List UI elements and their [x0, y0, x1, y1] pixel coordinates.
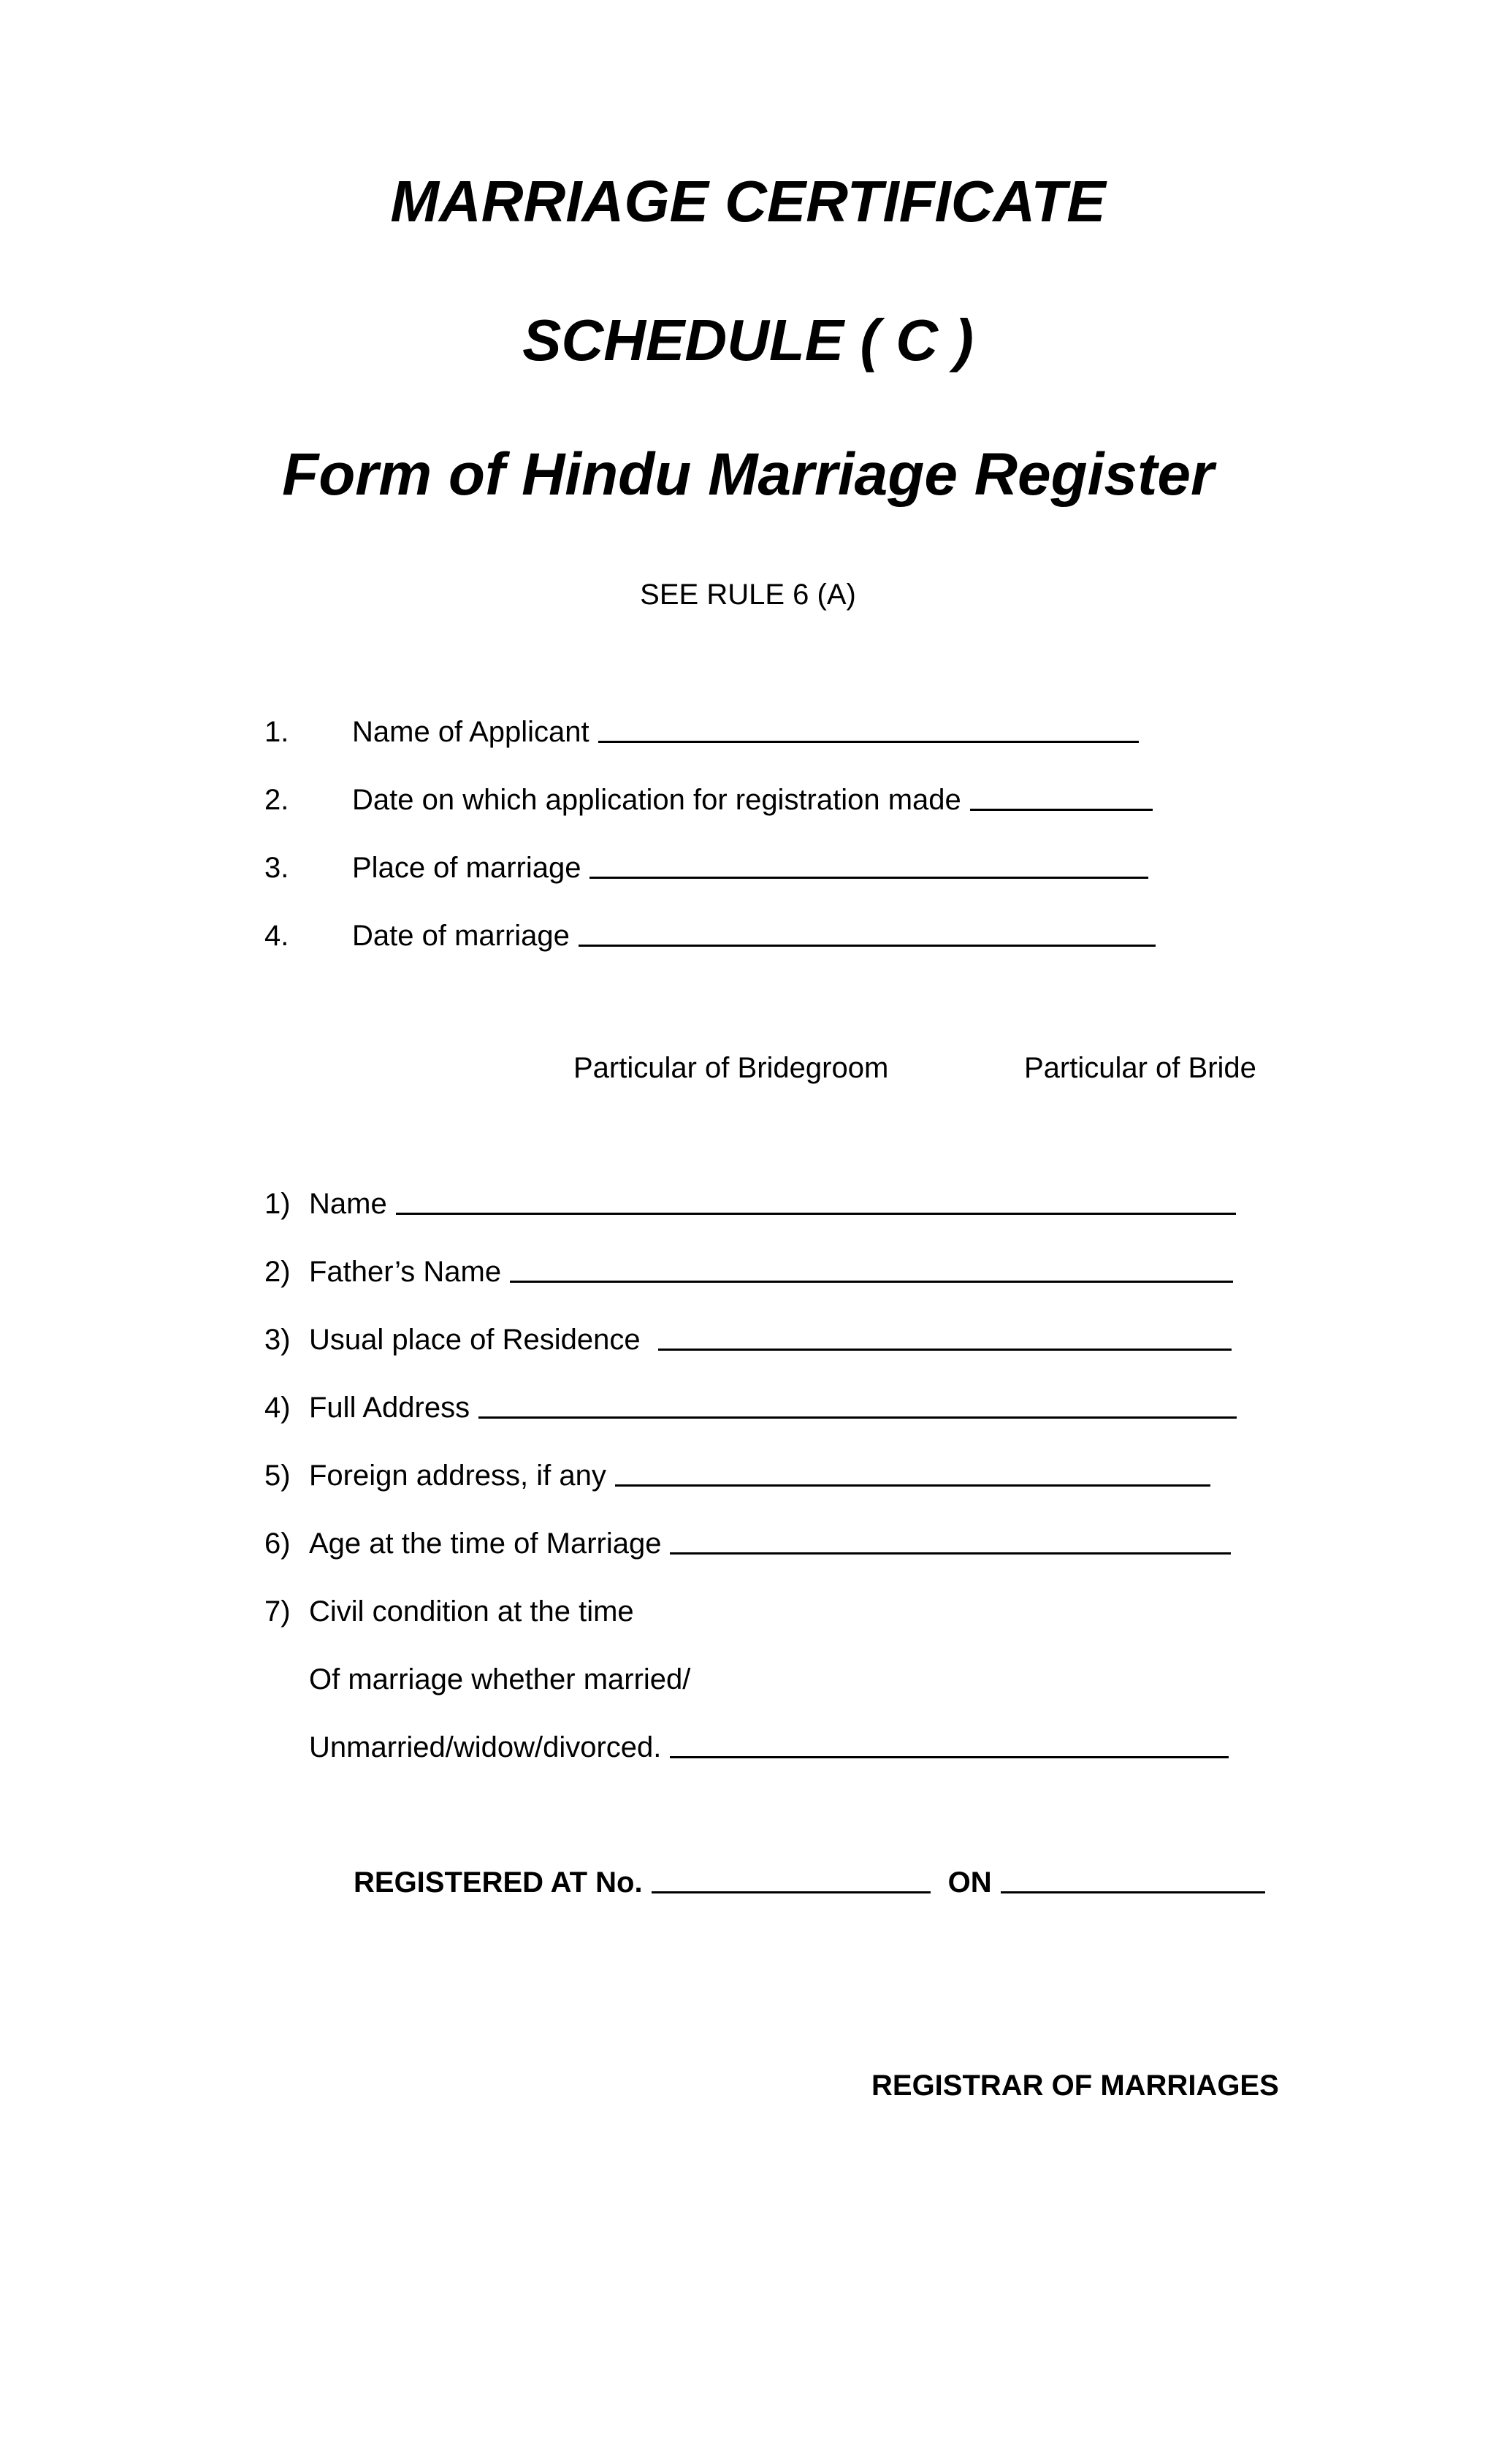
registration-line	[354, 1866, 1265, 1899]
registered-label: REGISTERED AT No.	[354, 1866, 643, 1899]
civil-condition-continued	[309, 1663, 690, 1696]
field-number: 6)	[264, 1527, 291, 1560]
blank-line[interactable]	[658, 1349, 1232, 1351]
field-label: Date of marriage	[352, 920, 570, 952]
field-applicant-name	[264, 716, 1139, 749]
field-application-date	[264, 784, 1153, 817]
blank-line[interactable]	[615, 1484, 1210, 1487]
particular-foreign-address	[264, 1460, 1210, 1492]
on-label: ON	[947, 1866, 992, 1899]
rule-reference: SEE RULE 6 (A)	[640, 579, 856, 611]
blank-line[interactable]	[478, 1416, 1237, 1419]
field-marriage-place	[264, 852, 1148, 885]
form-title: Form of Hindu Marriage Register	[282, 441, 1214, 508]
blank-line[interactable]	[396, 1213, 1236, 1215]
civil-condition-options	[309, 1731, 1229, 1764]
field-label: Date on which application for registration made	[352, 784, 961, 816]
field-label: Civil condition at the time	[309, 1595, 634, 1628]
field-number: 4.	[264, 920, 289, 952]
registrar-signature-label: REGISTRAR OF MARRIAGES	[871, 2070, 1279, 2102]
field-label: Usual place of Residence	[309, 1324, 641, 1356]
particular-age	[264, 1527, 1231, 1560]
blank-line[interactable]	[579, 945, 1156, 947]
particular-full-address	[264, 1392, 1237, 1424]
field-number: 2.	[264, 784, 289, 816]
bride-heading: Particular of Bride	[1024, 1052, 1256, 1084]
field-number: 2)	[264, 1256, 291, 1288]
field-number: 7)	[264, 1595, 291, 1628]
particular-civil-condition	[264, 1595, 634, 1628]
field-label: Place of marriage	[352, 852, 581, 884]
particular-name	[264, 1188, 1236, 1221]
blank-line[interactable]	[670, 1756, 1229, 1758]
schedule-title: SCHEDULE ( C )	[522, 308, 974, 373]
blank-line[interactable]	[598, 741, 1139, 743]
certificate-title: MARRIAGE CERTIFICATE	[390, 169, 1106, 234]
blank-line[interactable]	[589, 877, 1148, 879]
field-label: Full Address	[309, 1392, 470, 1424]
registration-date-blank[interactable]	[1001, 1891, 1265, 1893]
particular-father-name	[264, 1256, 1233, 1289]
field-label: Foreign address, if any	[309, 1460, 606, 1492]
field-label: Age at the time of Marriage	[309, 1527, 662, 1560]
field-marriage-date	[264, 920, 1156, 953]
blank-line[interactable]	[970, 809, 1153, 811]
field-label: Of marriage whether married/	[309, 1663, 691, 1696]
registration-number-blank[interactable]	[652, 1891, 931, 1893]
field-number: 1)	[264, 1188, 291, 1220]
field-number: 1.	[264, 716, 289, 748]
bridegroom-heading: Particular of Bridegroom	[573, 1052, 889, 1084]
blank-line[interactable]	[510, 1281, 1233, 1283]
field-number: 3.	[264, 852, 289, 884]
field-label: Unmarried/widow/divorced.	[309, 1731, 662, 1763]
field-label: Father’s Name	[309, 1256, 502, 1288]
field-number: 4)	[264, 1392, 291, 1424]
field-label: Name of Applicant	[352, 716, 589, 748]
field-number: 5)	[264, 1460, 291, 1492]
field-label: Name	[309, 1188, 387, 1220]
particular-residence	[264, 1324, 1232, 1357]
blank-line[interactable]	[670, 1552, 1231, 1555]
field-number: 3)	[264, 1324, 291, 1356]
